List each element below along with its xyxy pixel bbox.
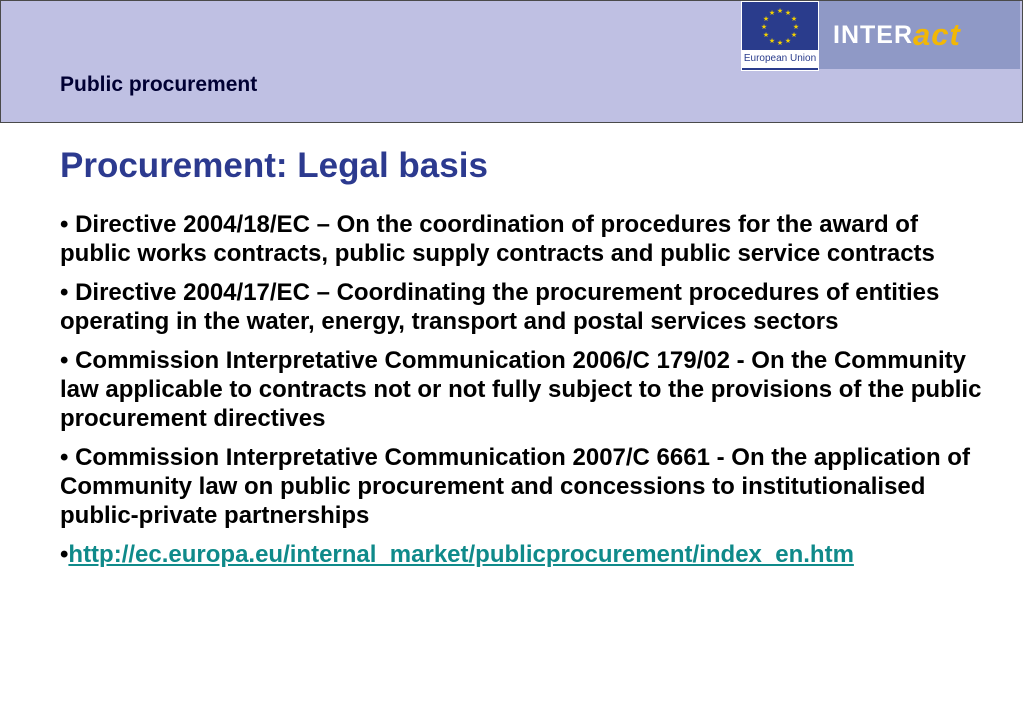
svg-text:★: ★ bbox=[768, 37, 776, 45]
bullet-text: Commission Interpretative Communication 2006/C 179/02 - On the Community law applicable to contracts not or not fully subject to the provisions of the public procurement directives bbox=[60, 347, 982, 432]
bullet-item bbox=[60, 443, 990, 530]
svg-text:★: ★ bbox=[760, 23, 768, 31]
svg-text:★: ★ bbox=[792, 23, 800, 31]
bullet-text: Directive 2004/18/EC – On the coordination of procedures for the award of public works contracts, public supply contracts and public service contracts bbox=[60, 211, 935, 267]
eu-stars-icon bbox=[742, 2, 818, 52]
header-title: Public procurement bbox=[60, 73, 258, 96]
europa-link[interactable]: http://ec.europa.eu/internal_market/publicprocurement/index_en.htm bbox=[68, 541, 854, 568]
slide-heading: Procurement: Legal basis bbox=[60, 146, 488, 185]
svg-text:★: ★ bbox=[776, 39, 784, 47]
bullet-item-link bbox=[60, 540, 990, 569]
bullet-text: Directive 2004/17/EC – Coordinating the procurement procedures of entities operating in the water, energy, transport and postal services sectors bbox=[60, 279, 940, 335]
svg-text:★: ★ bbox=[790, 31, 798, 39]
bullet-item bbox=[60, 346, 990, 433]
svg-text:★: ★ bbox=[762, 15, 770, 23]
logo-inter-text: INTER bbox=[833, 20, 913, 49]
bullet-text: Commission Interpretative Communication 2007/C 6661 - On the application of Community law on public procurement and concessions to institutionalised public-private partnerships bbox=[60, 444, 970, 529]
bullet-symbol: • bbox=[60, 444, 69, 471]
svg-text:★: ★ bbox=[784, 9, 792, 17]
bullet-list bbox=[60, 210, 990, 579]
bullet-symbol: • bbox=[60, 347, 69, 374]
logo-act-text: act bbox=[913, 17, 961, 52]
interact-logo bbox=[819, 1, 1020, 69]
svg-text:★: ★ bbox=[790, 15, 798, 23]
bullet-symbol: • bbox=[60, 211, 69, 238]
bullet-symbol: • bbox=[60, 279, 69, 306]
bullet-item bbox=[60, 210, 990, 268]
svg-text:★: ★ bbox=[762, 31, 770, 39]
svg-text:★: ★ bbox=[776, 7, 784, 15]
bullet-item bbox=[60, 278, 990, 336]
svg-text:★: ★ bbox=[784, 37, 792, 45]
svg-text:★: ★ bbox=[768, 9, 776, 17]
eu-label: European Union bbox=[741, 50, 819, 68]
bullet-symbol: • bbox=[60, 541, 69, 568]
